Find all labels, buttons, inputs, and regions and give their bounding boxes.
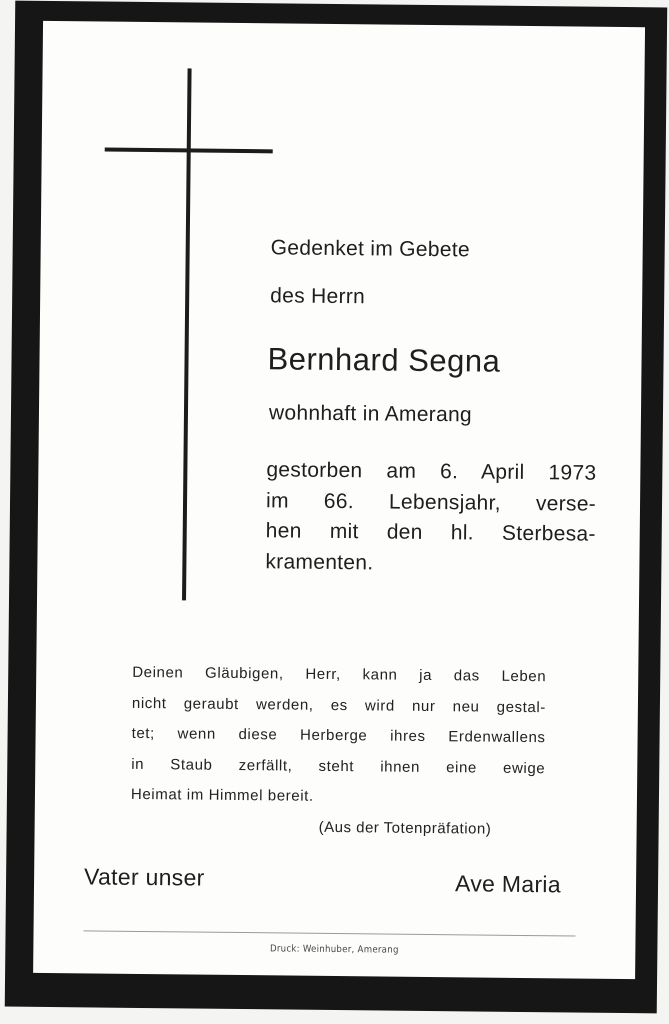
memorial-card [5, 1, 667, 1014]
death-line: kramenten. [265, 549, 374, 574]
quote-line: Heimat im Himmel bereit. [130, 785, 314, 805]
death-line: gestorben am 6. April 1973 [266, 458, 597, 485]
intro-line-1: Gedenket im Gebete [270, 236, 471, 262]
death-line: hen mit den hl. Sterbesa- [265, 519, 596, 546]
card-paper [33, 21, 645, 979]
quote-line: in Staub zerfällt, steht ihnen eine ewige [131, 755, 546, 777]
intro-line-2: des Herrn [270, 284, 366, 309]
deceased-name: Bernhard Segna [267, 341, 501, 379]
residence-line: wohnhaft in Amerang [268, 401, 473, 427]
quote-line: Deinen Gläubigen, Herr, kann ja das Leben [132, 663, 547, 686]
printer-credit: Druck: Weinhuber, Amerang [269, 943, 399, 956]
death-line: im 66. Lebensjahr, verse- [265, 488, 597, 516]
divider-line [84, 930, 576, 936]
quote-block [131, 658, 547, 815]
prayer-ave-maria: Ave Maria [454, 870, 562, 898]
death-details [265, 455, 596, 580]
prayer-vater-unser: Vater unser [83, 863, 205, 891]
quote-line: nicht geraubt werden, es wird nur neu gestal- [131, 694, 547, 716]
quote-line: tet; wenn diese Herberge ihres Erdenwallens [131, 724, 546, 747]
cross-icon [43, 21, 645, 27]
quote-source: (Aus der Totenpräfation) [318, 818, 492, 838]
